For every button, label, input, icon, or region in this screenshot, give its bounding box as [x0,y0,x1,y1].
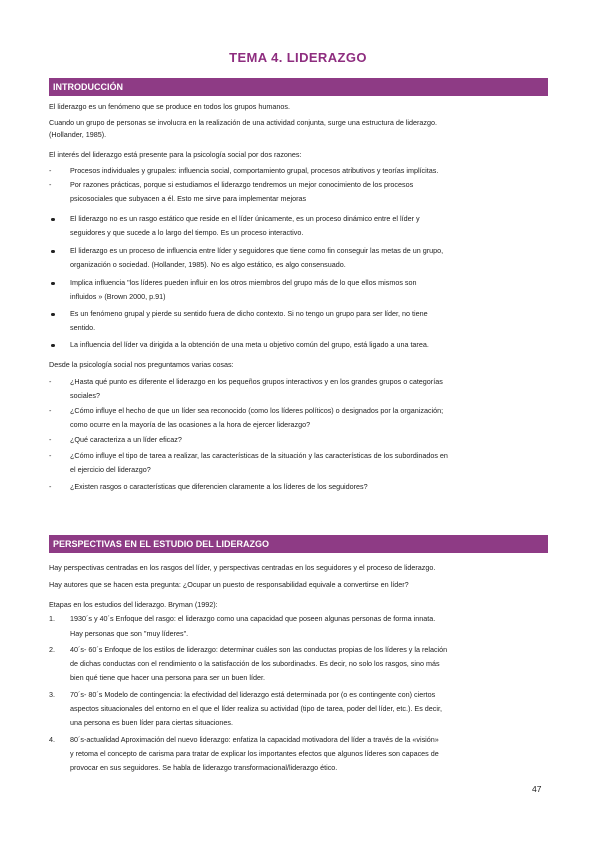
bullet-icon [51,344,55,348]
section-heading-perspectivas: PERSPECTIVAS EN EL ESTUDIO DEL LIDERAZGO [49,535,548,553]
document-page: TEMA 4. LIDERAZGO INTRODUCCIÓN El liderazgo es un fenómeno que se produce en todos los grupos humanos. Cuando un grupo de personas se involucra en la realización de una actividad conjunta, surge una estructura de liderazgo. (Hollander, 1985). El interés del liderazgo está presente para la psicología social por dos razones: - Procesos individuales y grupales: influencia social, comportamiento grupal, procesos atributivos y teorías implícitas. - Por razones prácticas, porque si estudiamos el liderazgo tendremos un mejor conocimiento de los procesos psicosociales que subyacen a él. Esto me sirve para implementar mejoras El liderazgo no es un rasgo estático que reside en el líder únicamente, es un proceso dinámico entre el líder y seguidores y que sucede a lo largo del tiempo. Es un proceso interactivo. El liderazgo es un proceso de influencia entre líder y seguidores que tiene como fin conseguir las metas de un grupo, organización o sociedad. (Hollander, 1985). No es algo estático, es algo consensuado. Implica influencia "los líderes pueden influir en los otros miembros del grupo más de lo que ellos mismos son influidos » (Brown 2000, p.91) Es un fenómeno grupal y pierde su sentido fuera de dicho contexto. Si no tengo un grupo para ser líder, no tiene sentido. La influencia del líder va dirigida a la obtención de una meta u objetivo común del grupo, está ligado a una tarea. Desde la psicología social nos preguntamos varias cosas: - ¿Hasta qué punto es diferente el liderazgo en los pequeños grupos interactivos y en los grandes grupos o categorías sociales? - ¿Cómo influye el hecho de que un líder sea reconocido (como los líderes políticos) o designados por la organización; como ocurre en la mayoría de las ocasiones a la hora de ejercer liderazgo? - ¿Qué caracteriza a un líder eficaz? - ¿Cómo influye el tipo de tarea a realizar, las características de la situación y las características de los subordinados en el ejercicio del liderazgo? - ¿Existen rasgos o características que diferencien claramente a los líderes de los seguidores? PERSPECTIVAS EN EL ESTUDIO DEL LIDERAZGO Hay perspectivas centradas en los rasgos del líder, y perspectivas centradas en los seguidores y el proceso de liderazgo. Hay autores que se hacen esta pregunta: ¿Ocupar un puesto de responsabilidad equivale a convertirse en líder? Etapas en los estudios del liderazgo. Bryman (1992): 1. 1930´s y 40´s Enfoque del rasgo: el liderazgo como una capacidad que poseen algunas personas de forma innata. Hay personas que son "muy líderes". 2. 40´s- 60´s Enfoque de los estilos de liderazgo: determinar cuáles son las conductas propias de los líderes y la relación de dichas conductas con el rendimiento o la satisfacción de los subordinadxs. Es decir, no solo los rasgos, sino más bien qué tiene que hacer una persona para ser un buen líder. 3. 70´s- 80´s Modelo de contingencia: la efectividad del liderazgo está determinada por (o es contingente con) ciertos aspectos situacionales del entorno en el que el líder realiza su actividad (tipo de tarea, poder del líder, etc.). Es decir, una persona es buen líder para ciertas situaciones. 4. 80´s-actualidad Aproximación del nuevo liderazgo: enfatiza la capacidad motivadora del líder a través de la «visión» y retoma el concepto de carisma para tratar de explicar los importantes efectos que algunos líderes son capaces de provocar en sus seguidores. Se habla de liderazgo transformacional/liderazgo ético. 47 [0,0,596,848]
list-item-text: ¿Cómo influye el tipo de tarea a realizar, las características de la situación y las características de los subordinados en [70,451,448,460]
list-item-text: Implica influencia "los líderes pueden influir en los otros miembros del grupo más de lo que ellos mismos son [70,278,417,287]
intro-paragraph-2b: (Hollander, 1985). [49,130,107,139]
intro-paragraph-4: Desde la psicología social nos preguntamos varias cosas: [49,360,234,369]
list-item-text: organización o sociedad. (Hollander, 1985). No es algo estático, es algo consensuado. [70,260,346,269]
list-item-text: influidos » (Brown 2000, p.91) [70,292,166,301]
list-item-text: y retoma el concepto de carisma para tratar de explicar los importantes efectos que algunos líderes son capaces de [70,749,439,758]
bullet-icon [51,313,55,317]
list-item-text: La influencia del líder va dirigida a la obtención de una meta u objetivo común del grupo, está ligado a una tarea. [70,340,429,349]
intro-paragraph-2a: Cuando un grupo de personas se involucra en la realización de una actividad conjunta, surge una estructura de liderazgo. [49,118,437,127]
intro-paragraph-1: El liderazgo es un fenómeno que se produce en todos los grupos humanos. [49,102,290,111]
list-item-text: Por razones prácticas, porque si estudiamos el liderazgo tendremos un mejor conocimiento de los procesos [70,180,414,189]
list-item-text: ¿Hasta qué punto es diferente el liderazgo en los pequeños grupos interactivos y en los grandes grupos o categorías [70,377,443,386]
list-item-text: psicosociales que subyacen a él. Esto me sirve para implementar mejoras [70,194,307,203]
list-item-text: sentido. [70,323,96,332]
list-item-text: seguidores y que sucede a lo largo del tiempo. Es un proceso interactivo. [70,228,304,237]
list-item-text: sociales? [70,391,100,400]
list-item-text: Es un fenómeno grupal y pierde su sentido fuera de dicho contexto. Si no tengo un grupo para ser líder, no tiene [70,309,428,318]
list-item-text: el ejercicio del liderazgo? [70,465,151,474]
perspectivas-paragraph-2: Hay autores que se hacen esta pregunta: ¿Ocupar un puesto de responsabilidad equivale a convertirse en líder? [49,580,409,589]
perspectivas-paragraph-3: Etapas en los estudios del liderazgo. Bryman (1992): [49,600,218,609]
list-item-text: ¿Existen rasgos o características que diferencien claramente a los líderes de los seguidores? [70,482,368,491]
list-item-text: 80´s-actualidad Aproximación del nuevo liderazgo: enfatiza la capacidad motivadora del líder a través de la «visión» [70,735,439,744]
bullet-icon [51,250,55,254]
page-number: 47 [532,784,542,794]
section-heading-introduccion: INTRODUCCIÓN [49,78,548,96]
list-number: 1. [49,614,55,623]
list-item-text: El liderazgo no es un rasgo estático que reside en el líder únicamente, es un proceso dinámico entre el líder y [70,214,420,223]
list-item-text: El liderazgo es un proceso de influencia entre líder y seguidores que tiene como fin conseguir las metas de un grupo, [70,246,444,255]
list-item-text: como ocurre en la mayoría de las ocasiones a la hora de ejercer liderazgo? [70,420,311,429]
list-item-text: una persona es buen líder para ciertas situaciones. [70,718,234,727]
bullet-icon [51,218,55,222]
list-item-text: Procesos individuales y grupales: influencia social, comportamiento grupal, procesos atributivos y teorías implícitas. [70,166,439,175]
list-item-text: ¿Cómo influye el hecho de que un líder sea reconocido (como los líderes políticos) o designados por la organización; [70,406,444,415]
bullet-icon [51,282,55,286]
list-number: 2. [49,645,55,654]
list-item-text: aspectos situacionales del entorno en el que el líder realiza su actividad (tipo de tarea, poder del líder, etc.). Es decir, [70,704,442,713]
list-number: 3. [49,690,55,699]
list-item-text: bien qué tiene que hacer una persona para ser un buen líder. [70,673,266,682]
list-item-text: 70´s- 80´s Modelo de contingencia: la efectividad del liderazgo está determinada por (o es contingente con) ciertos [70,690,436,699]
list-item-text: 40´s- 60´s Enfoque de los estilos de liderazgo: determinar cuáles son las conductas propias de los líderes y la relación [70,645,448,654]
list-item-text: 1930´s y 40´s Enfoque del rasgo: el liderazgo como una capacidad que poseen algunas personas de forma innata. [70,614,436,623]
list-item-text: provocar en sus seguidores. Se habla de liderazgo transformacional/liderazgo ético. [70,763,338,772]
list-number: 4. [49,735,55,744]
intro-paragraph-3: El interés del liderazgo está presente para la psicología social por dos razones: [49,150,302,159]
list-item-text: ¿Qué caracteriza a un líder eficaz? [70,435,182,444]
list-item-text: de dichas conductas con el rendimiento o la satisfacción de los subordinadxs. Es decir, no solo los rasgos, sino más [70,659,440,668]
page-title: TEMA 4. LIDERAZGO [229,50,367,65]
list-item-text: Hay personas que son "muy líderes". [70,629,189,638]
perspectivas-paragraph-1: Hay perspectivas centradas en los rasgos del líder, y perspectivas centradas en los seguidores y el proceso de liderazgo. [49,563,436,572]
